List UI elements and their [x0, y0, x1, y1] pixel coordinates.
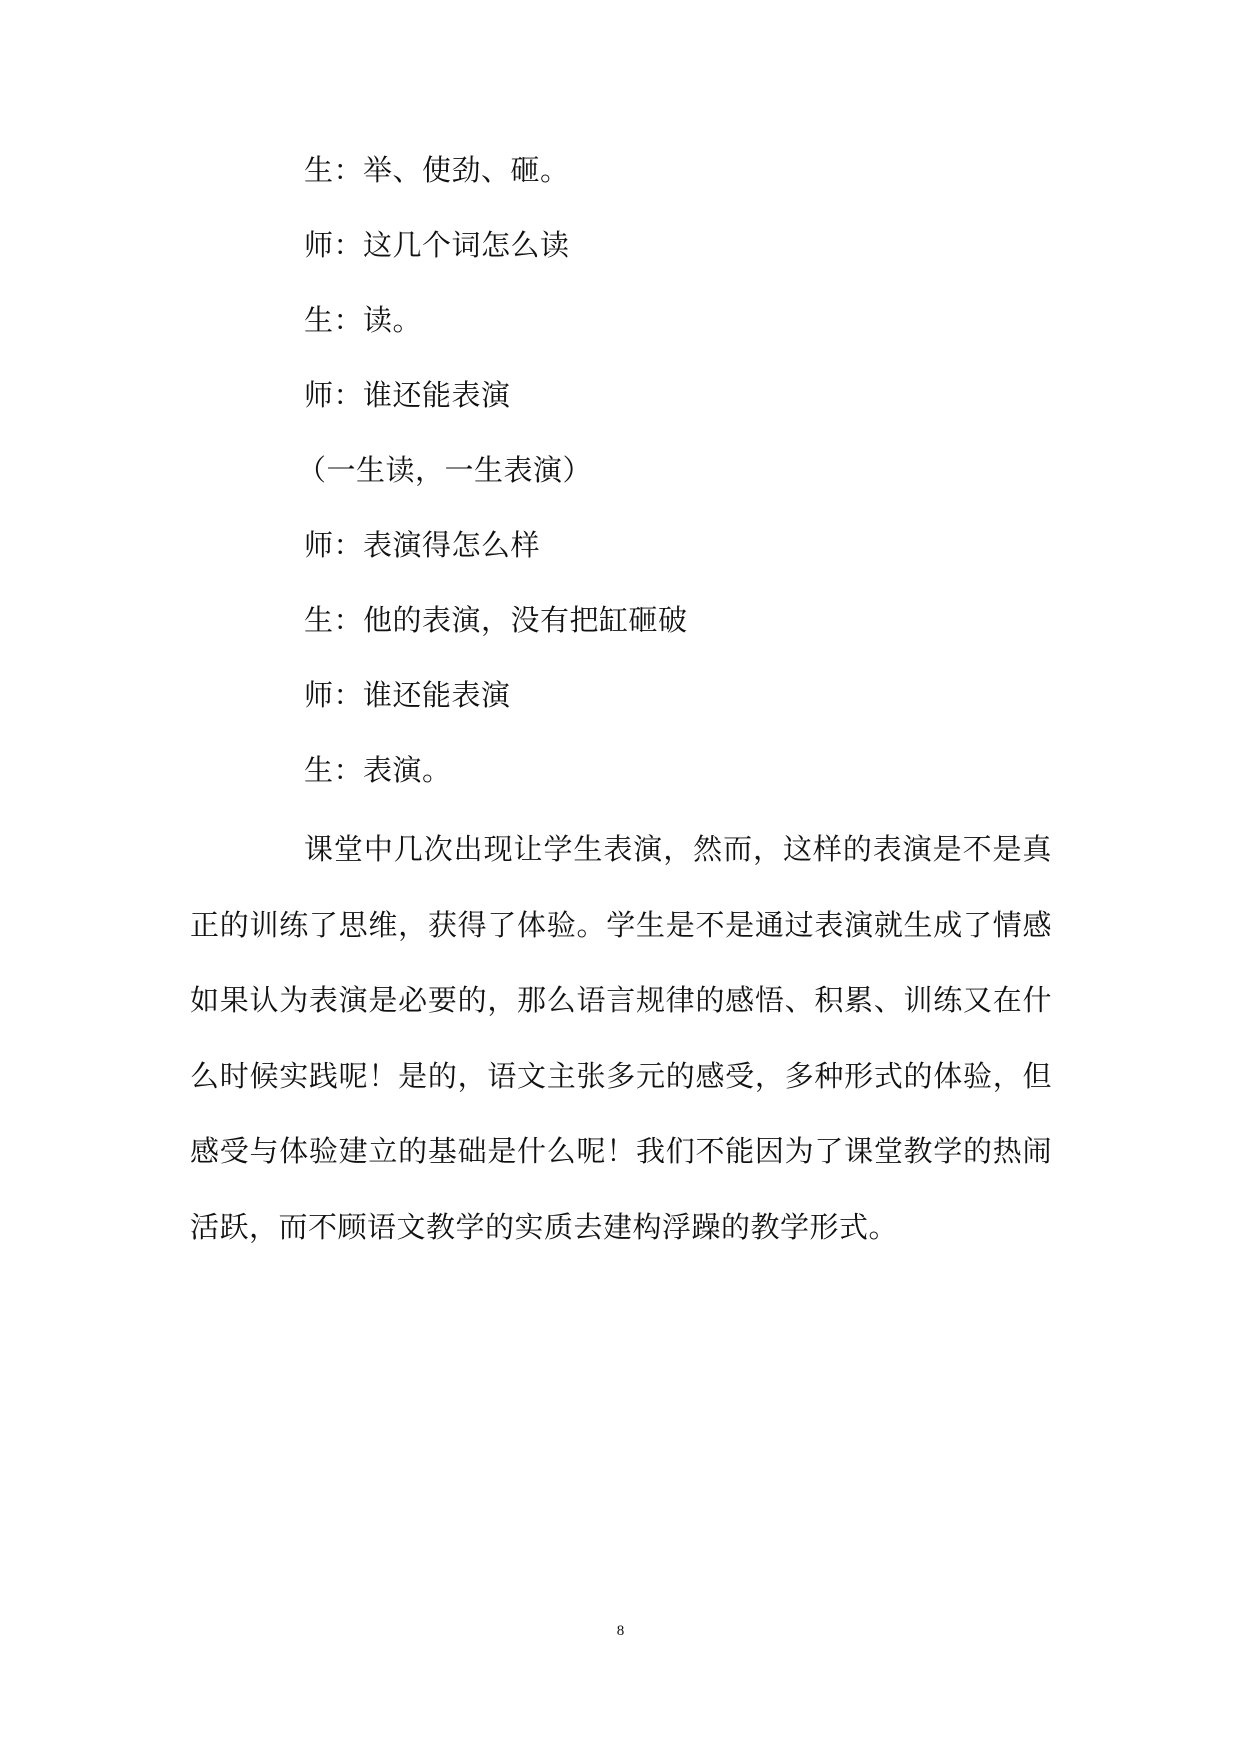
- dialogue-line-student: 生：表演。: [304, 753, 452, 787]
- dialogue-line-teacher: 师：谁还能表演: [304, 678, 511, 712]
- dialogue-line-student: 生：读。: [304, 303, 423, 337]
- dialogue-line-teacher: 师：谁还能表演: [304, 378, 511, 412]
- stage-direction: （一生读，一生表演）: [297, 453, 593, 487]
- dialogue-line-teacher: 师：表演得怎么样: [304, 528, 541, 562]
- page-number: 8: [616, 1623, 625, 1639]
- dialogue-line-student: 生：他的表演，没有把缸砸破: [304, 603, 688, 637]
- dialogue-line-student: 生：举、使劲、砸。: [304, 153, 570, 187]
- dialogue-line-teacher: 师：这几个词怎么读: [304, 228, 570, 262]
- commentary-paragraph: 课堂中几次出现让学生表演，然而，这样的表演是不是真正的训练了思维，获得了体验。学生是不是通过表演就生成了情感如果认为表演是必要的，那么语言规律的感悟、积累、训练又在什么时候实践呢！是的，语文主张多元的感受，多种形式的体验，但感受与体验建立的基础是什么呢！我们不能因为了课堂教学的热闹活跃，而不顾语文教学的实质去建构浮躁的教学形式。: [190, 832, 1052, 1244]
